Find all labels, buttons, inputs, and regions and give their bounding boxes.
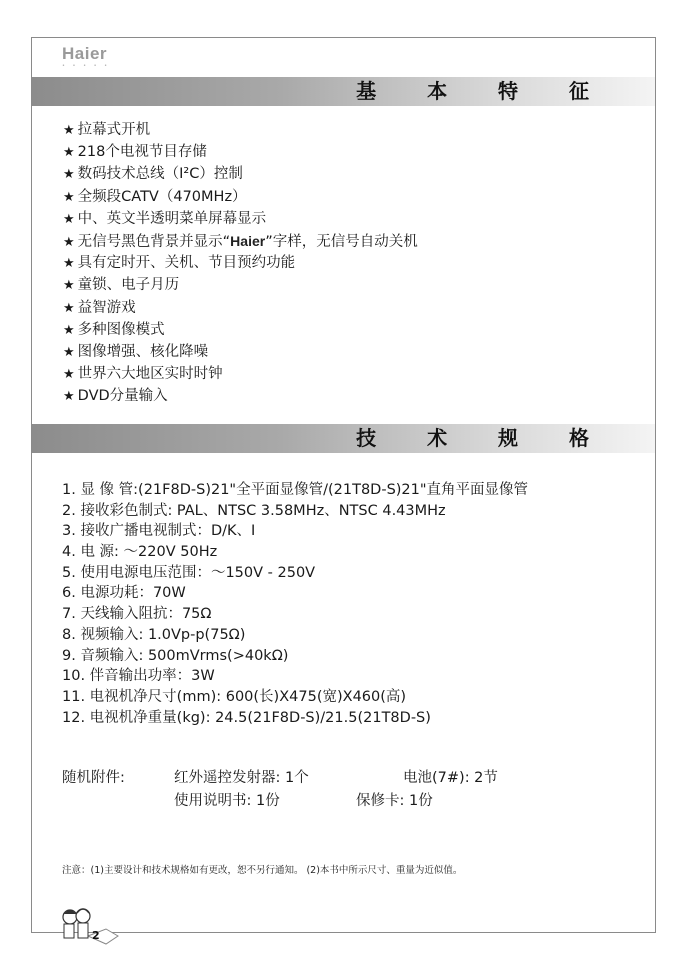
star-icon: ★ <box>63 256 75 272</box>
star-icon: ★ <box>63 167 75 183</box>
accessory-manual: 使用说明书: 1份 <box>174 793 280 809</box>
spec-item: 10. 伴音输出功率：3W <box>62 668 215 685</box>
star-icon: ★ <box>63 278 75 294</box>
spec-item: 8. 视频输入: 1.0Vp-p(75Ω) <box>62 626 246 643</box>
star-icon: ★ <box>63 145 75 161</box>
star-icon: ★ <box>63 344 75 360</box>
list-item: ★ DVD分量输入 <box>63 388 168 405</box>
star-icon: ★ <box>63 211 75 227</box>
list-item: ★ 218个电视节目存储 <box>63 144 207 161</box>
spec-item: 3. 接收广播电视制式：D/K、I <box>62 523 256 540</box>
spec-item: 11. 电视机净尺寸(mm): 600(长)X475(宽)X460(高) <box>62 688 407 705</box>
list-item: ★ 多种图像模式 <box>63 321 165 338</box>
specs-header-band <box>32 424 655 453</box>
list-item: ★ 具有定时开、关机、节目预约功能 <box>63 255 296 272</box>
star-icon: ★ <box>63 234 75 250</box>
spec-item: 7. 天线输入阻抗：75Ω <box>62 606 212 623</box>
spec-item: 1. 显 像 管:(21F8D-S)21"全平面显像管/(21T8D-S)21"直角平面显像管 <box>62 482 529 498</box>
star-icon: ★ <box>63 322 75 338</box>
list-item: ★ 世界六大地区实时时钟 <box>63 366 223 383</box>
list-item: ★ 数码技术总线（I²C）控制 <box>63 166 243 183</box>
inline-haier-logo: Haier <box>230 232 266 249</box>
mascot-body-left-icon <box>64 924 74 938</box>
star-icon: ★ <box>63 123 75 138</box>
star-icon: ★ <box>63 189 75 205</box>
accessory-remote: 红外遥控发射器: 1个 <box>174 770 309 786</box>
list-item: ★ 图像增强、核化降噪 <box>63 343 209 360</box>
list-item: ★ 无信号黑色背景并显示“Haier”字样，无信号自动关机 <box>63 232 418 250</box>
list-item: ★ 益智游戏 <box>63 299 136 316</box>
list-item: ★ 童锁、电子月历 <box>63 277 180 294</box>
accessory-warranty-card: 保修卡: 1份 <box>356 793 433 809</box>
footnote: 注意：(1)主要设计和技术规格如有更改，恕不另行通知。 (2)本书中所示尺寸、重量为近似值。 <box>62 865 463 876</box>
spec-item: 4. 电 源: ～220V 50Hz <box>62 544 218 561</box>
accessories-label: 随机附件: <box>62 770 125 786</box>
list-item: ★ 中、英文半透明菜单屏幕显示 <box>63 210 267 227</box>
spec-item: 2. 接收彩色制式: PAL、NTSC 3.58MHz、NTSC 4.43MHz <box>62 502 446 519</box>
page-number: 2 <box>92 929 100 942</box>
features-section-title: 基 本 特 征 <box>356 79 611 103</box>
spec-item: 12. 电视机净重量(kg): 24.5(21F8D-S)/21.5(21T8D-S) <box>62 709 431 726</box>
list-item: ★ 拉幕式开机 <box>63 122 151 138</box>
accessory-battery: 电池(7#): 2节 <box>403 770 498 786</box>
star-icon: ★ <box>63 367 75 383</box>
mascot-page-badge <box>58 896 120 946</box>
spec-item: 5. 使用电源电压范围：～150V - 250V <box>62 564 316 581</box>
spec-item: 6. 电源功耗：70W <box>62 585 186 602</box>
haier-logo-dots: • • • • • <box>62 63 111 69</box>
features-header-band <box>32 77 655 106</box>
star-icon: ★ <box>63 389 75 405</box>
mascot-body-right-icon <box>78 923 88 938</box>
list-item: ★ 全频段CATV（470MHz） <box>63 188 247 205</box>
spec-item: 9. 音频输入: 500mVrms(>40kΩ) <box>62 647 289 664</box>
features-list <box>63 119 418 407</box>
star-icon: ★ <box>63 300 75 316</box>
specs-list <box>62 480 528 728</box>
haier-logo: Haier <box>62 44 108 63</box>
specs-section-title: 技 术 规 格 <box>356 426 611 450</box>
